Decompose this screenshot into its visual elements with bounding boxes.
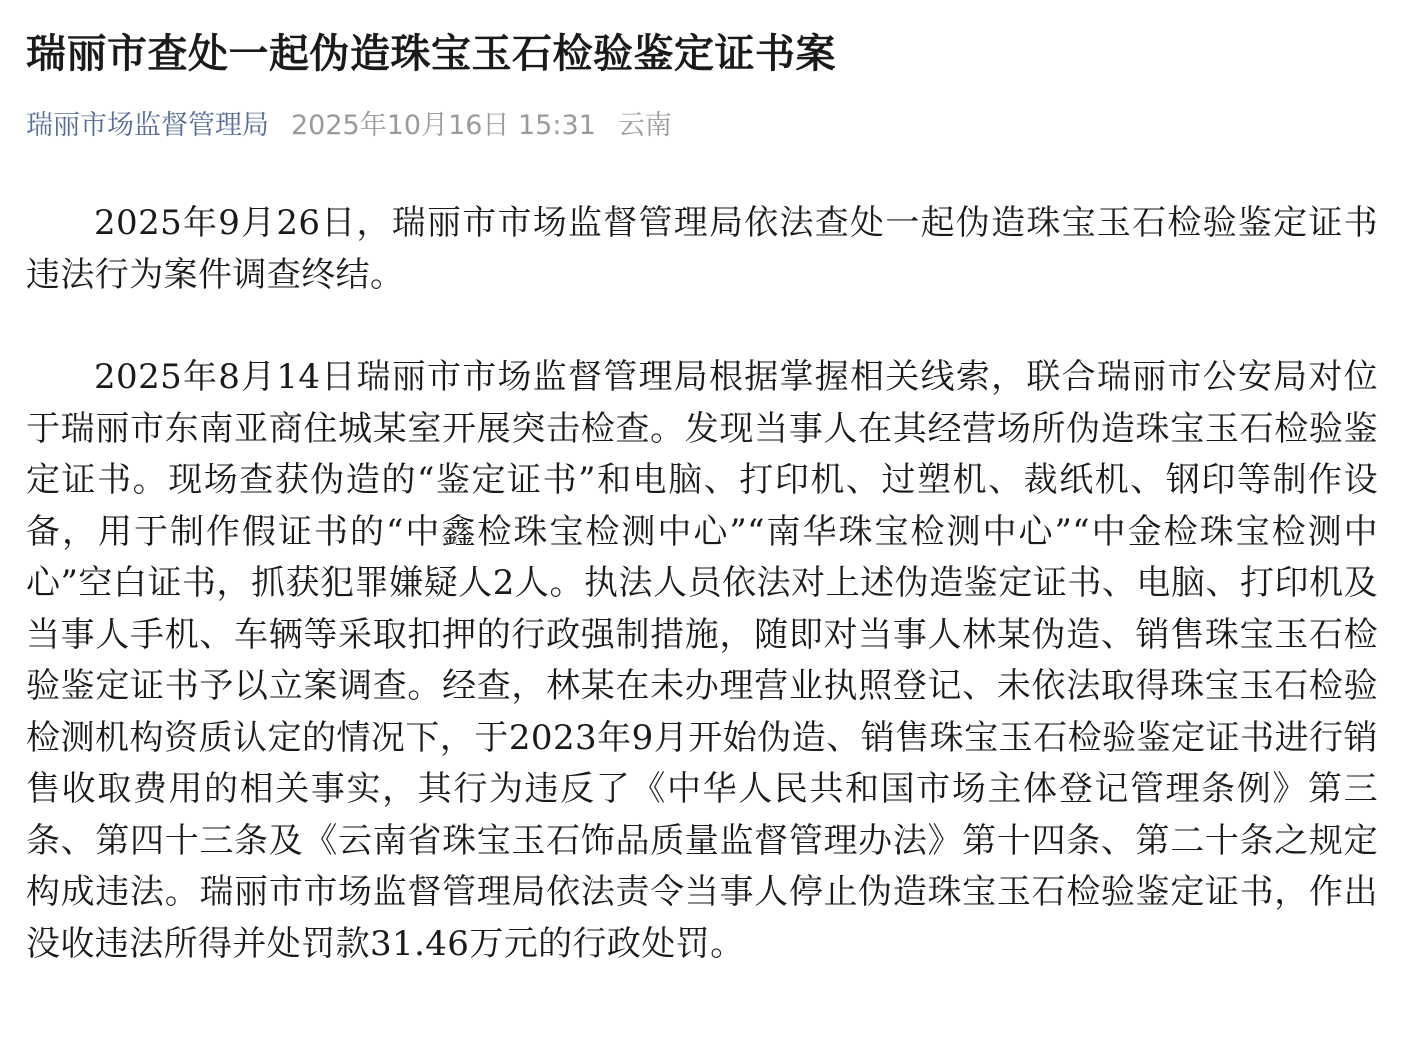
article-body bbox=[26, 198, 1378, 970]
article bbox=[26, 0, 1378, 1021]
source-link[interactable]: 瑞丽市场监督管理局 bbox=[26, 110, 269, 141]
article-meta bbox=[26, 106, 1378, 146]
publish-date: 2025年10月16日 15:31 bbox=[291, 110, 596, 141]
article-title: 瑞丽市查处一起伪造珠宝玉石检验鉴定证书案 bbox=[26, 31, 836, 77]
body-paragraph: 2025年8月14日瑞丽市市场监督管理局根据掌握相关线索，联合瑞丽市公安局对位于瑞丽市东南亚商住城某室开展突击检查。发现当事人在其经营场所伪造珠宝玉石检验鉴定证书。现场查获伪造的“鉴定证书”和电脑、打印机、过塑机、裁纸机、钢印等制作设备，用于制作假证书的“中鑫检珠宝检测中心”“南华珠宝检测中心”“中金检珠宝检测中心”空白证书，抓获犯罪嫌疑人2人。执法人员依法对上述伪造鉴定证书、电脑、打印机及当事人手机、车辆等采取扣押的行政强制措施，随即对当事人林某伪造、销售珠宝玉石检验鉴定证书予以立案调查。经查，林某在未办理营业执照登记、未依法取得珠宝玉石检验检测机构资质认定的情况下，于2023年9月开始伪造、销售珠宝玉石检验鉴定证书进行销售收取费用的相关事实，其行为违反了《中华人民共和国市场主体登记管理条例》第三条、第四十三条及《云南省珠宝玉石饰品质量监督管理办法》第十四条、第二十条之规定构成违法。瑞丽市市场监督管理局依法责令当事人停止伪造珠宝玉石检验鉴定证书，作出没收违法所得并处罚款31.46万元的行政处罚。 bbox=[26, 357, 1378, 964]
body-paragraph: 2025年9月26日，瑞丽市市场监督管理局依法查处一起伪造珠宝玉石检验鉴定证书违法行为案件调查终结。 bbox=[26, 203, 1378, 295]
publish-region: 云南 bbox=[617, 110, 672, 141]
